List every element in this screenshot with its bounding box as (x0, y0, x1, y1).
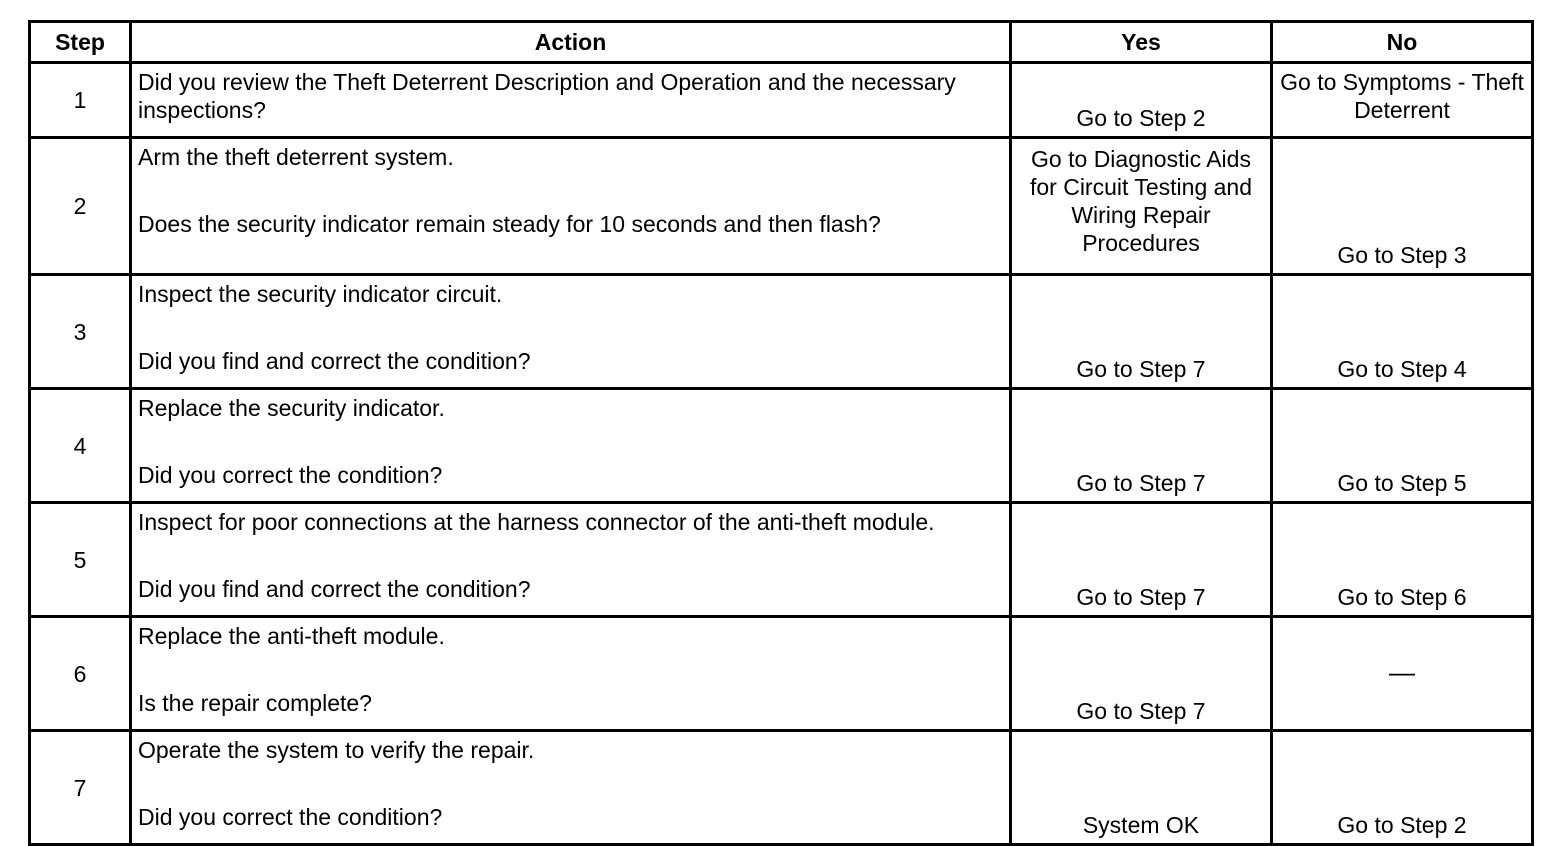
action-cell (131, 503, 1011, 617)
header-action: Action (131, 22, 1011, 63)
step-number: 4 (30, 389, 131, 503)
table-row (30, 617, 1533, 731)
no-result: Go to Symptoms - Theft Deterrent (1272, 63, 1533, 138)
table-row (30, 138, 1533, 275)
step-number: 2 (30, 138, 131, 275)
action-question: Did you review the Theft Deterrent Description and Operation and the necessary inspections? (138, 69, 956, 123)
action-cell (131, 389, 1011, 503)
step-number: 3 (30, 275, 131, 389)
yes-result: Go to Step 7 (1011, 503, 1272, 617)
yes-result: Go to Step 7 (1011, 617, 1272, 731)
action-question: Is the repair complete? (138, 690, 372, 716)
step-number: 1 (30, 63, 131, 138)
yes-result: Go to Step 2 (1011, 63, 1272, 138)
no-result-dash: — (1389, 657, 1415, 687)
no-result: Go to Step 2 (1272, 731, 1533, 845)
no-result (1272, 617, 1533, 731)
yes-result: System OK (1011, 731, 1272, 845)
action-question: Did you find and correct the condition? (138, 576, 531, 602)
action-instruction: Replace the anti-theft module. (138, 623, 445, 649)
action-cell (131, 731, 1011, 845)
no-result: Go to Step 5 (1272, 389, 1533, 503)
action-question: Did you find and correct the condition? (138, 348, 531, 374)
no-result: Go to Step 4 (1272, 275, 1533, 389)
action-instruction: Inspect the security indicator circuit. (138, 281, 503, 307)
action-cell (131, 63, 1011, 138)
table-row (30, 503, 1533, 617)
table-row (30, 731, 1533, 845)
action-instruction: Operate the system to verify the repair. (138, 737, 535, 763)
no-result: Go to Step 6 (1272, 503, 1533, 617)
action-instruction: Arm the theft deterrent system. (138, 144, 454, 170)
action-question: Did you correct the condition? (138, 462, 443, 488)
yes-result: Go to Step 7 (1011, 275, 1272, 389)
table-header-row (30, 22, 1533, 63)
table-row (30, 275, 1533, 389)
header-step: Step (30, 22, 131, 63)
step-number: 5 (30, 503, 131, 617)
action-question: Did you correct the condition? (138, 804, 443, 830)
action-instruction: Inspect for poor connections at the harness connector of the anti-theft module. (138, 509, 935, 535)
action-question: Does the security indicator remain steady for 10 seconds and then flash? (138, 211, 881, 237)
diagnostic-table (28, 20, 1534, 846)
action-cell (131, 138, 1011, 275)
yes-result: Go to Diagnostic Aids for Circuit Testing and Wiring Repair Procedures (1011, 138, 1272, 275)
step-number: 6 (30, 617, 131, 731)
action-cell (131, 617, 1011, 731)
no-result: Go to Step 3 (1272, 138, 1533, 275)
table-row (30, 389, 1533, 503)
step-number: 7 (30, 731, 131, 845)
action-instruction: Replace the security indicator. (138, 395, 445, 421)
yes-result: Go to Step 7 (1011, 389, 1272, 503)
header-yes: Yes (1011, 22, 1272, 63)
table-row (30, 63, 1533, 138)
header-no: No (1272, 22, 1533, 63)
action-cell (131, 275, 1011, 389)
